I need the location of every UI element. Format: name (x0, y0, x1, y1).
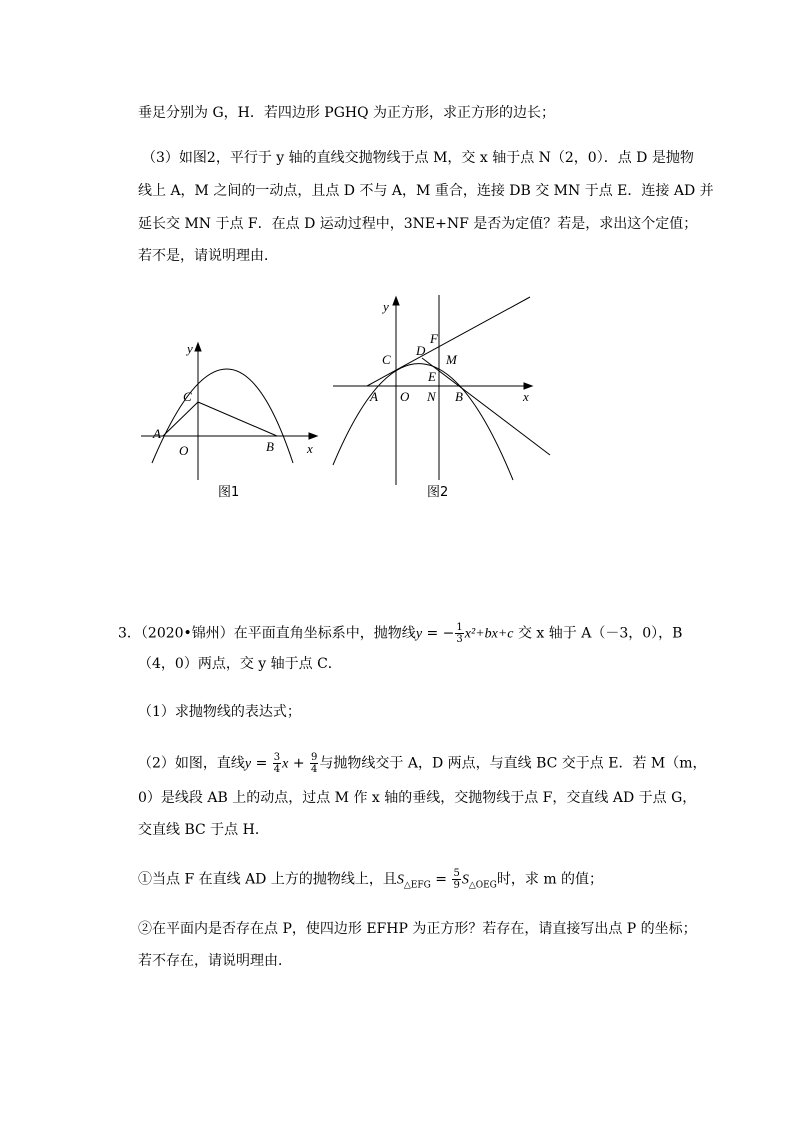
point-a-label: A (370, 389, 378, 404)
figure-1 (135, 335, 335, 505)
problem3-header: 3．（2020•锦州）在平面直角坐标系中，抛物线y = − $\frac{1}{3}$ x²+bx+c 交 x 轴于 A（－3，0），B (118, 622, 683, 645)
point-a-label: A (153, 426, 161, 441)
origin-label: O (179, 443, 189, 458)
condition-1: ①当点 F 在直线 AD 上方的抛物线上，且$S_{\triangle EFG}$ = $\frac{5}{9}$ $S_{\triangle OEG}$时，求 m 的值； (138, 868, 604, 891)
question3-line1: （3）如图2，平行于 y 轴的直线交抛物线于点 M，交 x 轴于点 N（2，0）．点 D 是抛物 (142, 150, 694, 166)
figure-2-caption: 图2 (427, 485, 449, 500)
point-b-label: B (455, 389, 463, 404)
fraction-one-third: $\frac{1}{3}$ (456, 622, 463, 645)
x-axis-arrow (309, 433, 317, 439)
y-axis-arrow (393, 297, 399, 305)
figure-1-caption: 图1 (218, 485, 240, 500)
question3-line3: 延长交 MN 于点 F．在点 D 运动过程中，3NE+NF 是否为定值？若是，求出这个定值； (138, 216, 698, 232)
point-b-label: B (266, 439, 274, 454)
point-d-label: D (416, 343, 426, 358)
segment-cb (198, 402, 277, 436)
line-ad-extended (367, 297, 530, 386)
fraction-nine-quarters: $\frac{9}{4}$ (311, 752, 318, 775)
line-db-extended (422, 358, 550, 455)
origin-label: O (400, 389, 410, 404)
point-m-label: M (446, 352, 457, 367)
subquestion-2-line3: 交直线 BC 于点 H． (138, 822, 269, 838)
fraction-five-ninths: $\frac{5}{9}$ (453, 868, 460, 891)
y-label: y (383, 299, 389, 314)
point-n-label: N (427, 389, 436, 404)
fraction-three-quarters: $\frac{3}{4}$ (273, 752, 281, 775)
y-axis-arrow (195, 343, 201, 351)
subquestion-2-line1: （2）如图，直线y = $\frac{3}{4}$ x + $\frac{9}{4}$ 与抛物线交于 A，D 两点，与直线 BC 交于点 E．若 M（m， (138, 752, 707, 775)
condition-2-line2: 若不存在，请说明理由． (138, 953, 292, 969)
problem3-line2: （4，0）两点，交 y 轴于点 C． (138, 656, 342, 672)
question3-line4: 若不是，请说明理由． (138, 248, 278, 264)
point-e-label: E (428, 369, 436, 384)
subquestion-1: （1）求抛物线的表达式； (138, 704, 301, 720)
question3-line2: 线上 A，M 之间的一动点，且点 D 不与 A，M 重合，连接 DB 交 MN 于点 E．连接 AD 并 (138, 183, 714, 199)
point-f-label: F (430, 331, 438, 346)
figure-2 (325, 285, 555, 505)
problem-text-top: 垂足分别为 G，H．若四边形 PGHQ 为正方形，求正方形的边长； (138, 105, 556, 121)
subquestion-2-line2: 0）是线段 AB 上的动点，过点 M 作 x 轴的垂线，交抛物线于点 F，交直线 AD 于点 G， (138, 790, 697, 806)
x-label: x (523, 389, 529, 404)
condition-2-line1: ②在平面内是否存在点 P，使四边形 EFHP 为正方形？若存在，请直接写出点 P 的坐标； (138, 921, 697, 937)
y-label: y (187, 341, 193, 356)
point-c-label: C (183, 389, 192, 404)
problem-number: 3． (118, 625, 141, 642)
parabola (333, 364, 513, 480)
x-label: x (307, 441, 313, 456)
point-c-label: C (382, 352, 391, 367)
